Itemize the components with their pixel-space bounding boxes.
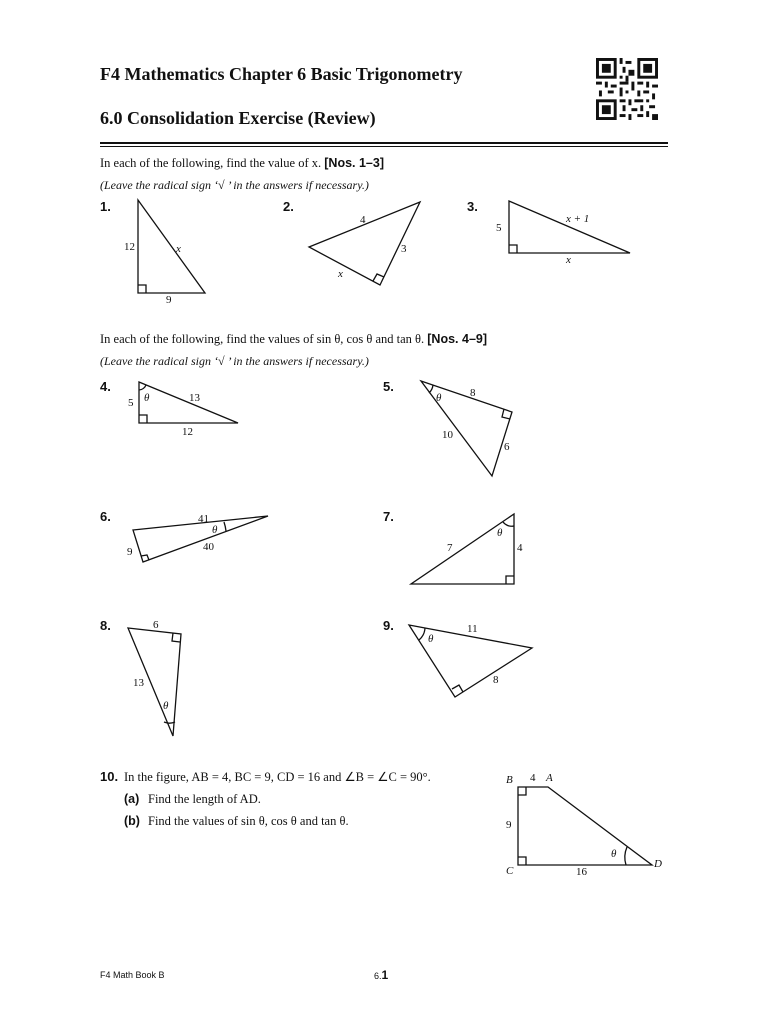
problem-number: 8. [100,618,111,633]
angle-theta: θ [611,848,617,860]
problem-number: 2. [283,199,294,214]
side-label: 10 [442,429,453,441]
page-number [374,968,388,982]
radical-note: (Leave the radical sign ‘√ ’ in the answers if necessary.) [100,178,369,192]
part-a-text: Find the length of AD. [148,792,261,806]
problem-10-stem: In the figure, AB = 4, BC = 9, CD = 16 and ∠B = ∠C = 90°. [124,770,431,784]
problem-number: 10. [100,769,119,784]
side-label: 9 [506,819,512,831]
instruction-range: [Nos. 4–9] [427,332,488,346]
angle-theta: θ [163,700,169,712]
side-label: 9 [127,546,133,558]
problem-number: 9. [383,618,394,633]
vertex-label: D [654,858,662,870]
radical-note: (Leave the radical sign ‘√ ’ in the answers if necessary.) [100,354,369,368]
vertex-label: A [546,772,553,784]
side-label: 13 [189,392,200,404]
side-label: x [338,268,343,280]
angle-theta: θ [428,633,434,645]
footer-book: F4 Math Book B [100,970,165,980]
side-label: 12 [124,241,135,253]
side-label: x [176,243,181,255]
part-label: (a) [124,792,140,806]
side-label: 8 [470,387,476,399]
vertex-label: B [506,774,513,786]
problem-number: 7. [383,509,394,524]
side-label: 40 [203,541,214,553]
problem-number: 1. [100,199,111,214]
page-prefix: 6. [374,971,382,981]
side-label: 6 [504,441,510,453]
side-label: 5 [496,222,502,234]
problem-number: 3. [467,199,478,214]
problem-number: 4. [100,379,111,394]
problem-number: 6. [100,509,111,524]
angle-theta: θ [212,524,218,536]
side-label: 8 [493,674,499,686]
side-label: 9 [166,294,172,306]
instruction-text: In each of the following, find the value of x. [100,156,322,170]
side-label: 11 [467,623,478,635]
angle-theta: θ [144,392,150,404]
instruction-range: [Nos. 1–3] [324,156,384,170]
side-label: 6 [153,619,159,631]
instruction-text: In each of the following, find the values of sin θ, cos θ and tan θ. [100,332,425,346]
page-title: F4 Mathematics Chapter 6 Basic Trigonometry [100,64,463,84]
angle-theta: θ [497,527,503,539]
side-label: 16 [576,866,587,878]
vertex-label: C [506,865,514,877]
side-label: 3 [401,243,407,255]
problem-number: 5. [383,379,394,394]
side-label: 4 [517,542,523,554]
side-label: 4 [530,772,536,784]
side-label: 5 [128,397,134,409]
side-label: x + 1 [566,213,590,225]
part-b-text: Find the values of sin θ, cos θ and tan θ. [148,814,349,828]
page-num: 1 [381,968,389,982]
side-label: 7 [447,542,453,554]
part-label: (b) [124,814,140,828]
section-subtitle: 6.0 Consolidation Exercise (Review) [100,108,376,128]
trapezoid-abcd [518,787,652,865]
side-label: 12 [182,426,193,438]
side-label: 4 [360,214,366,226]
angle-theta: θ [436,392,442,404]
side-label: 13 [133,677,144,689]
side-label: x [566,254,571,266]
side-label: 41 [198,513,209,525]
